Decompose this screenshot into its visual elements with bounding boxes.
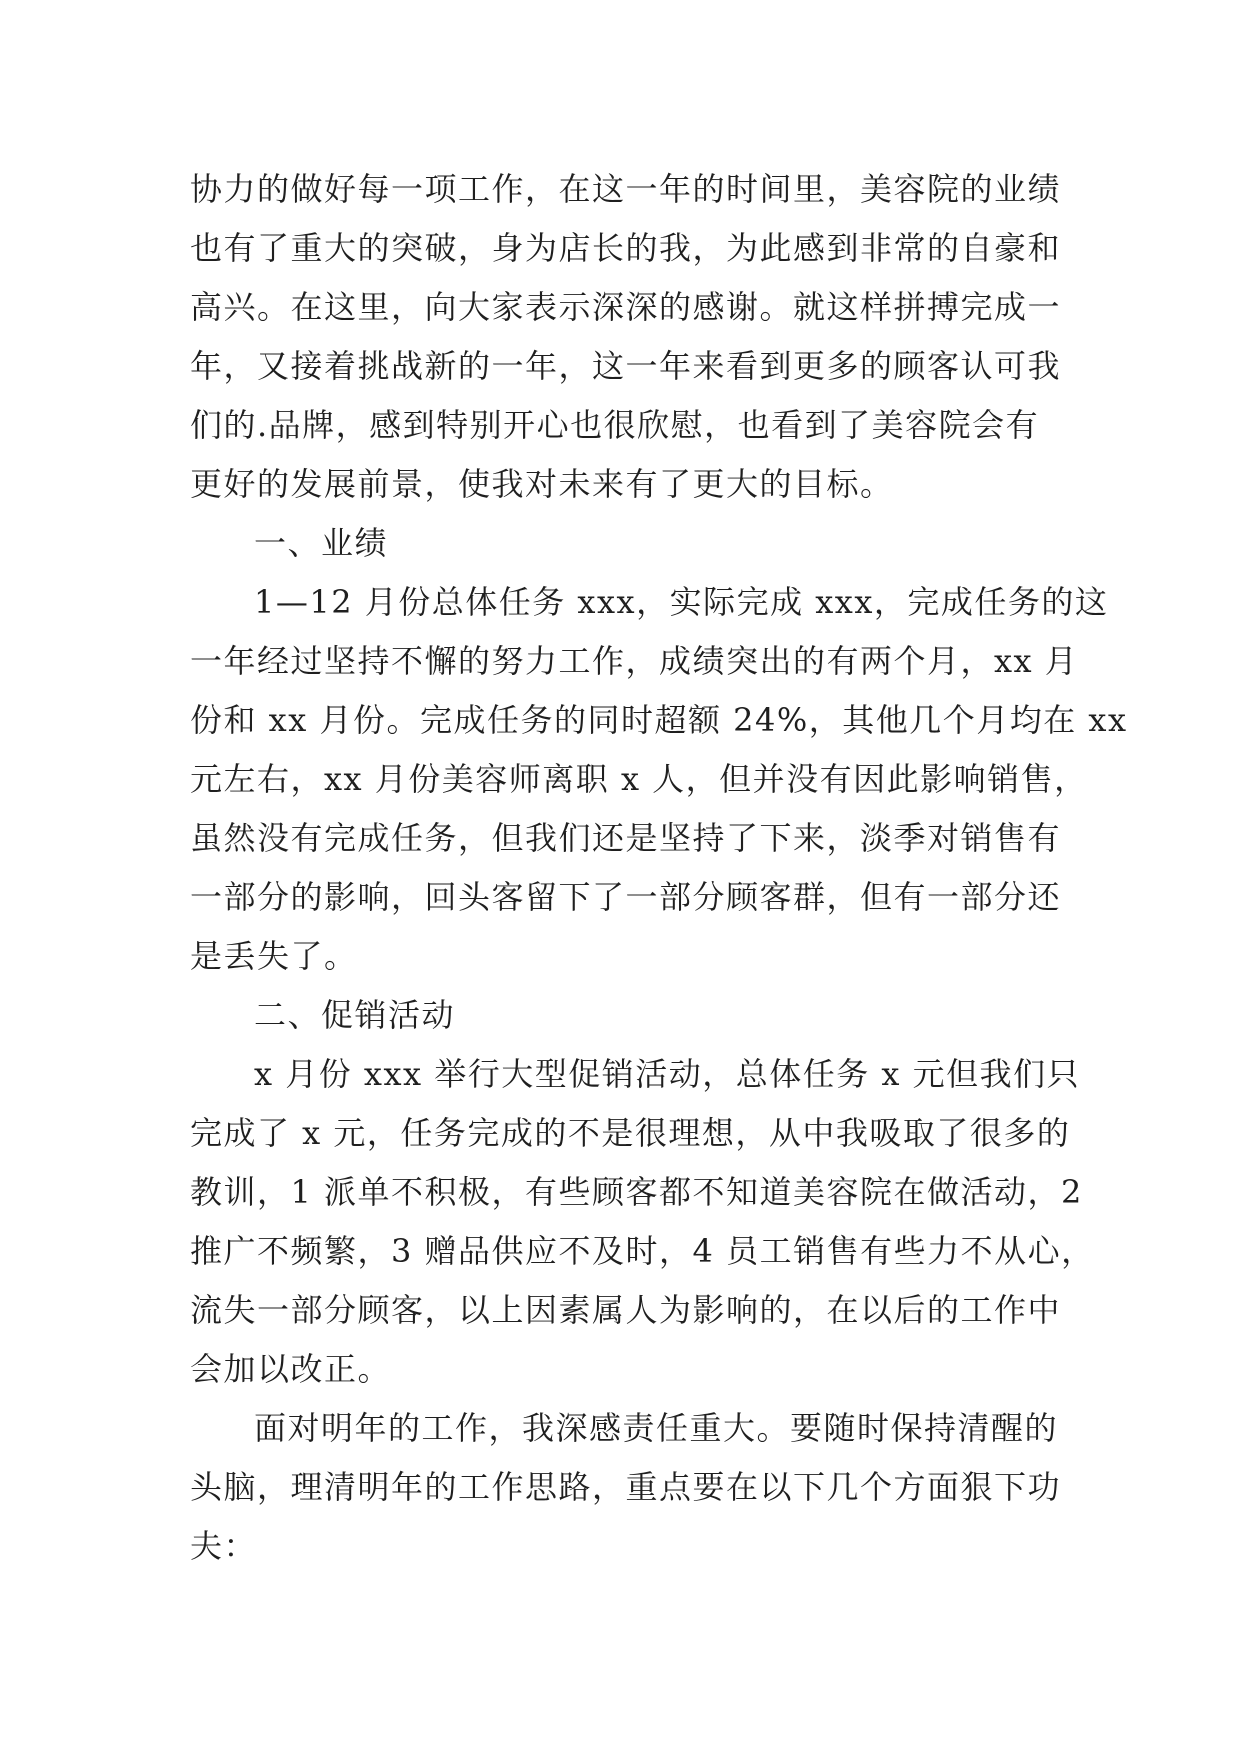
text-line: 是丢失了。	[190, 937, 358, 975]
text-line: 一年经过坚持不懈的努力工作，成绩突出的有两个月，xx 月	[190, 642, 1079, 680]
text-line: 一部分的影响，回头客留下了一部分顾客群，但有一部分还	[190, 878, 1062, 916]
text-line: 流失一部分顾客，以上因素属人为影响的，在以后的工作中	[190, 1291, 1062, 1329]
document-body	[190, 160, 1128, 1576]
text-line: 推广不频繁，3 赠品供应不及时，4 员工销售有些力不从心，	[190, 1232, 1095, 1270]
section-heading-promotion: 二、促销活动	[254, 996, 456, 1034]
section-heading-performance: 一、业绩	[254, 524, 389, 562]
text-line: 会加以改正。	[190, 1350, 392, 1388]
text-line: 夫：	[190, 1527, 258, 1565]
next-year-paragraph	[190, 1399, 1062, 1576]
promotion-paragraph	[190, 1045, 1095, 1399]
text-line: 头脑，理清明年的工作思路，重点要在以下几个方面狠下功	[190, 1468, 1062, 1506]
text-line: 更好的发展前景，使我对未来有了更大的目标。	[190, 465, 894, 503]
text-line: 们的.品牌，感到特别开心也很欣慰，也看到了美容院会有	[190, 406, 1040, 444]
text-line: 完成了 x 元，任务完成的不是很理想，从中我吸取了很多的	[190, 1114, 1071, 1152]
text-line: 年，又接着挑战新的一年，这一年来看到更多的顾客认可我	[190, 347, 1062, 385]
text-line: 协力的做好每一项工作，在这一年的时间里，美容院的业绩	[190, 170, 1062, 208]
text-line: 1—12 月份总体任务 xxx，实际完成 xxx，完成任务的这	[254, 583, 1109, 621]
text-line: 也有了重大的突破，身为店长的我，为此感到非常的自豪和	[190, 229, 1062, 267]
intro-paragraph	[190, 160, 1062, 514]
text-line: 教训，1 派单不积极，有些顾客都不知道美容院在做活动，2	[190, 1173, 1083, 1211]
text-line: 高兴。在这里，向大家表示深深的感谢。就这样拼搏完成一	[190, 288, 1062, 326]
text-line: 面对明年的工作，我深感责任重大。要随时保持清醒的	[254, 1409, 1059, 1447]
performance-paragraph	[190, 573, 1128, 986]
text-line: 元左右，xx 月份美容师离职 x 人，但并没有因此影响销售，	[190, 760, 1088, 798]
text-line: x 月份 xxx 举行大型促销活动，总体任务 x 元但我们只	[254, 1055, 1081, 1093]
text-line: 份和 xx 月份。完成任务的同时超额 24%，其他几个月均在 xx	[190, 701, 1128, 739]
text-line: 虽然没有完成任务，但我们还是坚持了下来，淡季对销售有	[190, 819, 1062, 857]
